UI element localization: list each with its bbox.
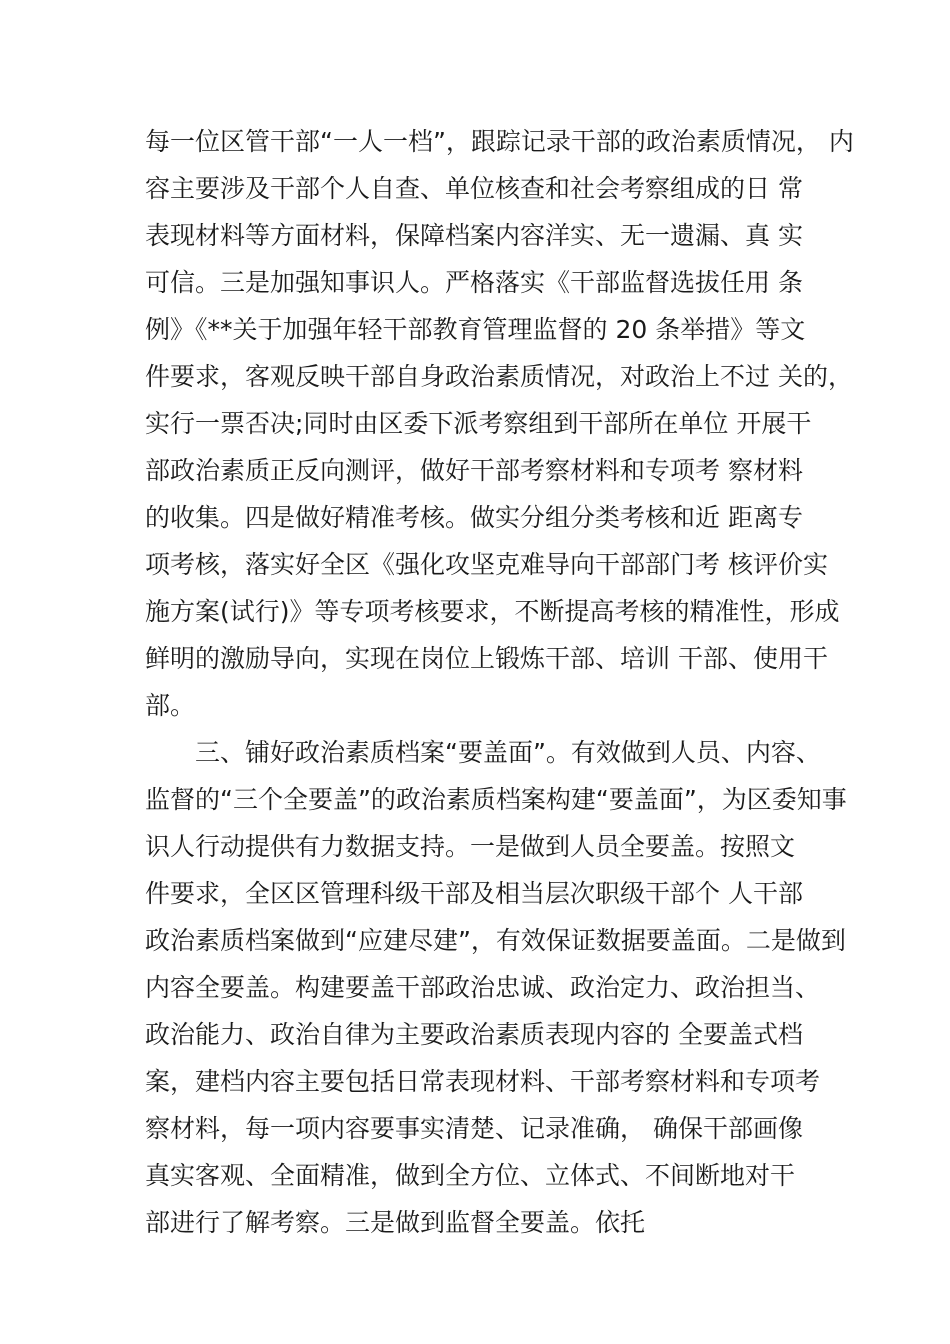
text-line: 件要求，客观反映干部自身政治素质情况，对政治上不过 关的， (145, 362, 853, 391)
text-line: 部政治素质正反向测评，做好干部考察材料和专项考 察材料 (145, 456, 803, 485)
text-line: 案，建档内容主要包括日常表现材料、干部考察材料和专项考 (145, 1067, 821, 1096)
text-line: 政治能力、政治自律为主要政治素质表现内容的 全要盖式档 (145, 1020, 803, 1049)
text-line: 例》《**关于加强年轻干部教育管理监督的 20 条举措》等文 (145, 315, 806, 344)
text-line: 容主要涉及干部个人自查、单位核查和社会考察组成的日 常 (145, 174, 803, 203)
text-line: 的收集。四是做好精准考核。做实分组分类考核和近 距离专 (145, 503, 803, 532)
text-line: 内容全要盖。构建要盖干部政治忠诚、政治定力、政治担当、 (145, 973, 821, 1002)
section-heading-line: 三、铺好政治素质档案“要盖面”。有效做到人员、内容、 (195, 738, 821, 767)
text-line: 部。 (145, 691, 196, 720)
text-line: 政治素质档案做到“应建尽建”，有效保证数据要盖面。二是做到 (145, 926, 846, 955)
text-line: 识人行动提供有力数据支持。一是做到人员全要盖。按照文 (145, 832, 796, 861)
text-line: 实行一票否决;同时由区委下派考察组到干部所在单位 开展干 (145, 409, 812, 438)
text-line: 项考核，落实好全区《强化攻坚克难导向干部部门考 核评价实 (145, 550, 828, 579)
text-line: 察材料，每一项内容要事实清楚、记录准确， 确保干部画像 (145, 1114, 803, 1143)
text-line: 可信。三是加强知事识人。严格落实《干部监督选拔任用 条 (145, 268, 803, 297)
text-line: 施方案(试行)》等专项考核要求，不断提高考核的精准性，形成 (145, 597, 840, 626)
text-line: 监督的“三个全要盖”的政治素质档案构建“要盖面”，为区委知事 (145, 785, 847, 814)
text-line: 鲜明的激励导向，实现在岗位上锻炼干部、培训 干部、使用干 (145, 644, 828, 673)
text-line: 真实客观、全面精准，做到全方位、立体式、不间断地对干 (145, 1161, 796, 1190)
text-line: 表现材料等方面材料，保障档案内容洋实、无一遗漏、真 实 (145, 221, 803, 250)
text-line: 部进行了解考察。三是做到监督全要盖。依托 (145, 1208, 646, 1237)
body-text (145, 118, 865, 1246)
text-line: 每一位区管干部“一人一档”，跟踪记录干部的政治素质情况， 内 (145, 127, 854, 156)
text-line: 件要求，全区区管理科级干部及相当层次职级干部个 人干部 (145, 879, 803, 908)
